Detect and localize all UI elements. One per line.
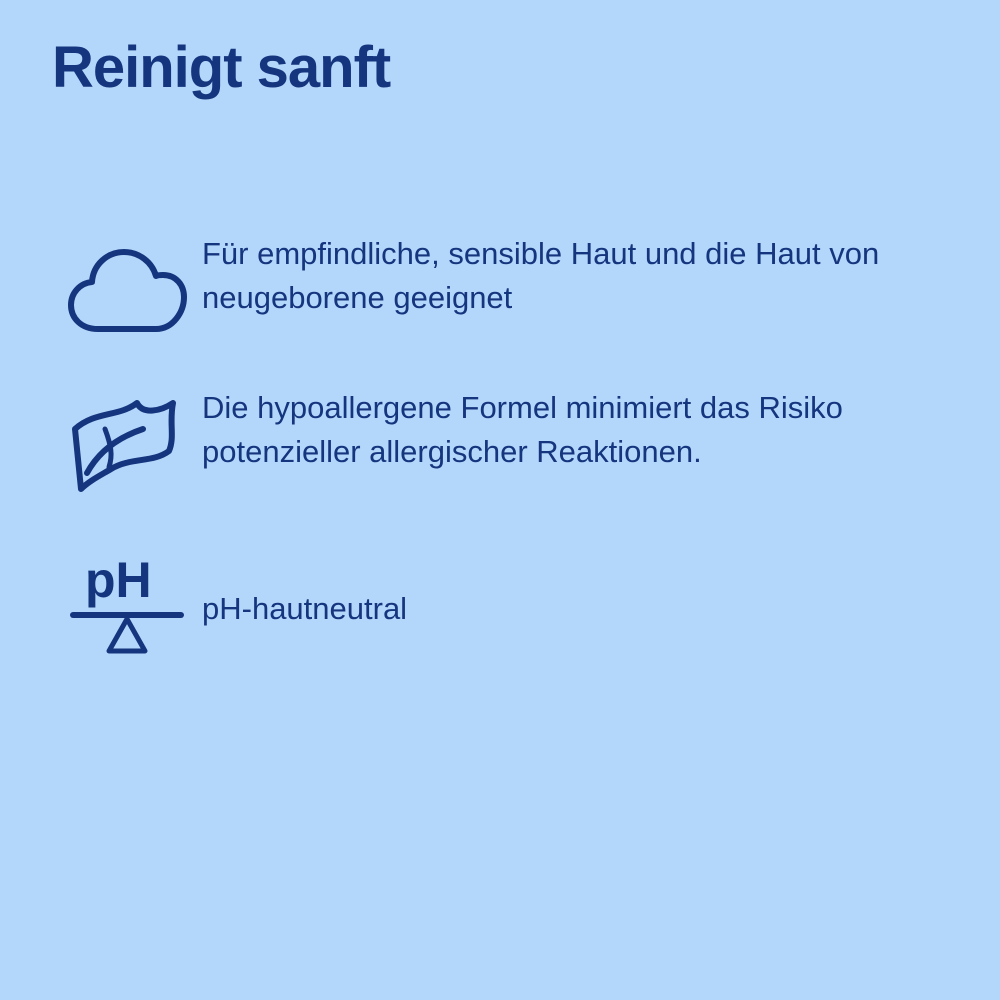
feature-list (52, 226, 952, 702)
feature-description: Für empfindliche, sensible Haut und die Haut von neugeborene geeignet (202, 236, 880, 316)
feature-description: pH-hautneutral (202, 590, 408, 626)
cloud-icon (52, 226, 202, 356)
list-item (52, 226, 952, 356)
page-title: Reinigt sanft (52, 35, 391, 100)
svg-text:pH: pH (85, 552, 152, 608)
leaf-flag-icon (52, 380, 202, 510)
feature-description: Die hypoallergene Formel minimiert das Risiko potenzieller allergischer Reaktionen. (202, 390, 843, 470)
ph-balance-icon (52, 544, 202, 674)
list-item (52, 544, 952, 674)
list-item (52, 380, 952, 510)
